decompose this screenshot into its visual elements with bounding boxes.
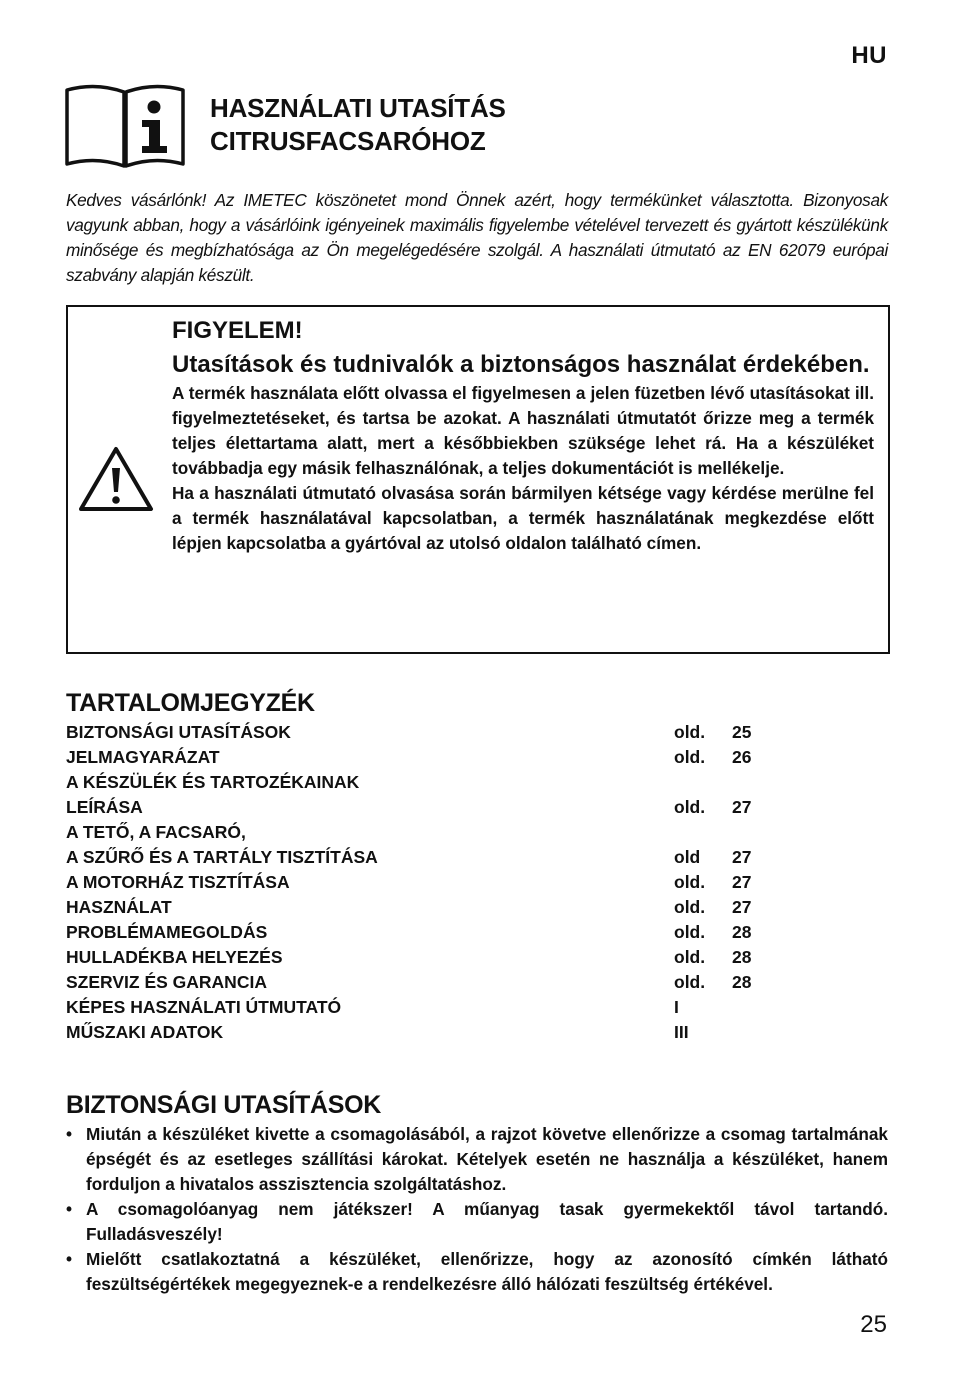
list-item-text: A csomagolóanyag nem játékszer! A műanyag tasak gyermekektől távol tartandó. Fulladásveszély! [86, 1199, 888, 1244]
toc-ref: old. [674, 872, 706, 892]
toc-label: HASZNÁLAT [66, 897, 172, 917]
bullet-symbol: • [66, 1124, 73, 1144]
toc-ref: old. [674, 972, 706, 992]
toc-label: BIZTONSÁGI UTASÍTÁSOK [66, 722, 291, 742]
list-item-text: Miután a készüléket kivette a csomagolásából, a rajzot követve ellenőrizze a csomag tartalmának épségét és az esetleges szállítási károkat. Kételyek esetén ne használja a készüléket, hanem forduljon a hivatalos asszisztencia szolgáltatáshoz. [86, 1124, 888, 1194]
toc-ref: III [674, 1022, 689, 1042]
title-line-1: HASZNÁLATI UTASÍTÁS [210, 93, 506, 123]
toc-row [66, 1020, 786, 1045]
toc-page: 26 [732, 747, 752, 767]
toc-label: MŰSZAKI ADATOK [66, 1022, 224, 1042]
warning-subheading: Utasítások és tudnivalók a biztonságos használat érdekében. [172, 351, 870, 378]
info-book-icon [64, 80, 186, 168]
toc-label: A TETŐ, A FACSARÓ, [66, 822, 246, 842]
toc-row [66, 870, 786, 895]
toc-row [66, 820, 786, 845]
warning-triangle-icon [77, 444, 155, 514]
toc-ref: old. [674, 897, 706, 917]
toc-row [66, 770, 786, 795]
list-item [66, 1122, 888, 1197]
list-item-text: Mielőtt csatlakoztatná a készüléket, ellenőrizze, hogy az azonosító címkén látható feszültségértékek megegyeznek-e a rendelkezésre álló hálózati feszültség értékével. [86, 1249, 888, 1294]
warning-heading: FIGYELEM! [172, 317, 303, 344]
toc-row [66, 720, 786, 745]
toc-label: PROBLÉMAMEGOLDÁS [66, 922, 268, 942]
toc-label: JELMAGYARÁZAT [66, 747, 220, 767]
warning-paragraph-2: Ha a használati útmutató olvasása során bármilyen kétsége vagy kérdése merülne fel a termék használatával kapcsolatban, a termék használatának megkezdése előtt lépjen kapcsolatba a gyártóval az utolsó oldalon található címen. [172, 483, 874, 553]
toc-label: HULLADÉKBA HELYEZÉS [66, 947, 283, 967]
safety-title: BIZTONSÁGI UTASÍTÁSOK [66, 1091, 382, 1119]
intro-paragraph: Kedves vásárlónk! Az IMETEC köszönetet mond Önnek azért, hogy termékünket választotta. Bizonyosak vagyunk abban, hogy a vásárlóink igényeinek maximális figyelembe vételével tervezett és gyártott készülékünk minősége és megbízhatósága az Ön megelégedésére szolgál. A használati útmutató az EN 62079 európai szabvány alapján készült. [66, 190, 888, 285]
toc-page: 27 [732, 897, 752, 917]
toc-title: TARTALOMJEGYZÉK [66, 689, 315, 717]
toc-ref: old [674, 847, 701, 867]
bullet-symbol: • [66, 1199, 73, 1219]
toc-label: KÉPES HASZNÁLATI ÚTMUTATÓ [66, 997, 342, 1017]
toc-ref: old. [674, 947, 706, 967]
table-of-contents [66, 720, 786, 1045]
toc-label: A MOTORHÁZ TISZTÍTÁSA [66, 872, 290, 892]
toc-ref: old. [674, 722, 706, 742]
toc-ref: old. [674, 747, 706, 767]
list-item [66, 1247, 888, 1297]
toc-ref: old. [674, 797, 706, 817]
toc-label: LEÍRÁSA [66, 797, 143, 817]
toc-page: 27 [732, 797, 752, 817]
toc-page: 27 [732, 847, 752, 867]
toc-label: A SZŰRŐ ÉS A TARTÁLY TISZTÍTÁSA [66, 847, 378, 867]
toc-row [66, 970, 786, 995]
toc-row [66, 920, 786, 945]
toc-row [66, 945, 786, 970]
toc-row [66, 745, 786, 770]
toc-page: 25 [732, 722, 752, 742]
toc-page: 27 [732, 872, 752, 892]
warning-paragraph-1: A termék használata előtt olvassa el figyelmesen a jelen füzetben lévő utasításokat ill. figyelmeztetéseket, és tartsa be azokat. A használati útmutatót őrizze meg a termék teljes élettartama alatt, mert a későbbiekben szüksége lehet rá. Ha a készüléket továbbadja egy másik felhasználónak, a teljes dokumentációt is mellékelje. [172, 383, 874, 478]
toc-ref: old. [674, 922, 706, 942]
page-number: 25 [860, 1311, 887, 1338]
language-code: HU [851, 42, 887, 69]
bullet-symbol: • [66, 1249, 73, 1269]
toc-page: 28 [732, 922, 752, 942]
toc-row [66, 795, 786, 820]
toc-label: SZERVIZ ÉS GARANCIA [66, 972, 267, 992]
toc-row [66, 995, 786, 1020]
toc-row [66, 895, 786, 920]
warning-text [172, 314, 874, 556]
toc-ref: I [674, 997, 679, 1017]
document-title [210, 92, 506, 158]
toc-label: A KÉSZÜLÉK ÉS TARTOZÉKAINAK [66, 772, 360, 792]
list-item [66, 1197, 888, 1247]
toc-page: 28 [732, 947, 752, 967]
toc-page: 28 [732, 972, 752, 992]
toc-row [66, 845, 786, 870]
title-line-2: CITRUSFACSARÓHOZ [210, 126, 486, 156]
safety-list [66, 1122, 888, 1297]
